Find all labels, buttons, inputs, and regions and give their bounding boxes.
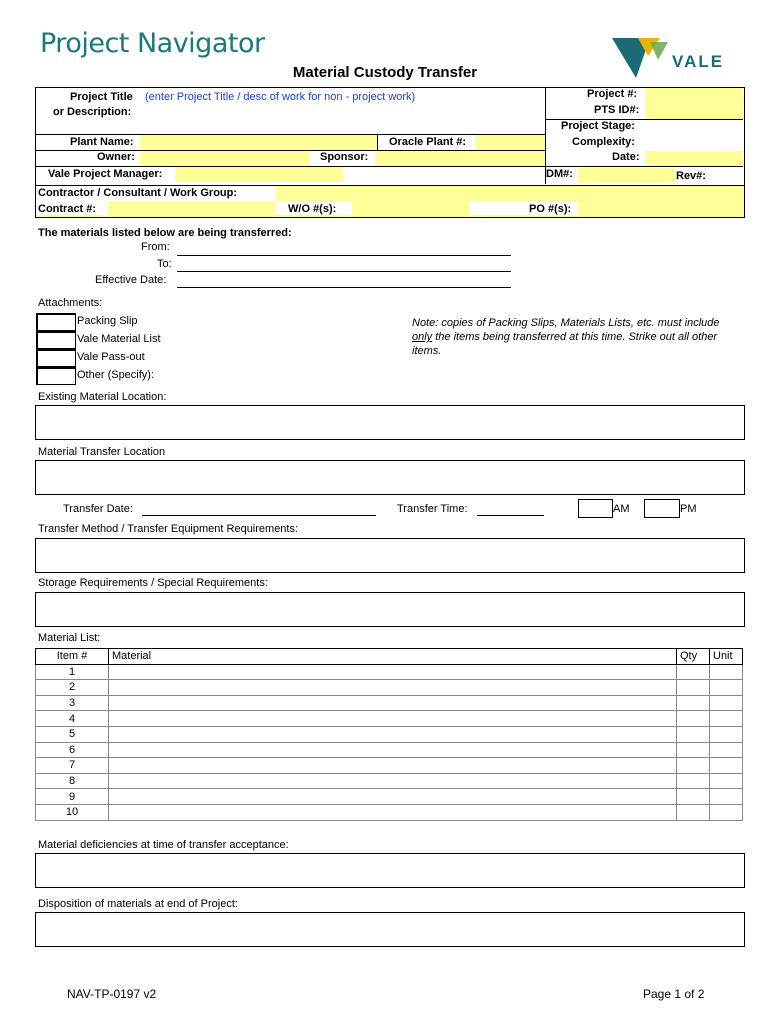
item-number: 6 bbox=[36, 742, 109, 758]
vale-material-list-label: Vale Material List bbox=[77, 333, 161, 345]
project-number-field[interactable] bbox=[645, 88, 743, 103]
am-checkbox[interactable] bbox=[578, 499, 613, 518]
item-header: Item # bbox=[36, 649, 109, 665]
attachments-note: Note: copies of Packing Slips, Materials Lists, etc. must include only the items being transferred at this time. Strike out all other items. bbox=[412, 317, 720, 357]
material-cell[interactable] bbox=[109, 758, 677, 774]
material-table bbox=[35, 648, 743, 821]
table-row bbox=[36, 711, 743, 727]
transfer-date-label: Transfer Date: bbox=[63, 503, 133, 515]
item-number: 9 bbox=[36, 789, 109, 805]
deficiencies-label: Material deficiencies at time of transfer acceptance: bbox=[38, 839, 289, 851]
existing-location-field[interactable] bbox=[35, 405, 745, 440]
unit-cell[interactable] bbox=[710, 742, 743, 758]
unit-cell[interactable] bbox=[710, 789, 743, 805]
transfer-intro: The materials listed below are being transferred: bbox=[38, 227, 292, 239]
item-number: 10 bbox=[36, 804, 109, 820]
vale-pass-out-label: Vale Pass-out bbox=[77, 351, 145, 363]
material-cell[interactable] bbox=[109, 711, 677, 727]
material-cell[interactable] bbox=[109, 804, 677, 820]
table-row bbox=[36, 695, 743, 711]
brand-title: Project Navigator bbox=[40, 28, 265, 59]
material-list-label: Material List: bbox=[38, 632, 101, 644]
table-row bbox=[36, 804, 743, 820]
qty-cell[interactable] bbox=[677, 680, 710, 696]
material-cell[interactable] bbox=[109, 695, 677, 711]
transfer-location-label: Material Transfer Location bbox=[38, 446, 166, 458]
project-title-label: Project Title bbox=[70, 91, 133, 103]
doc-id: NAV-TP-0197 v2 bbox=[67, 987, 157, 1001]
dm-label: DM#: bbox=[546, 168, 573, 180]
transfer-date-field[interactable] bbox=[142, 515, 376, 516]
item-number: 1 bbox=[36, 664, 109, 680]
unit-header: Unit bbox=[710, 649, 743, 665]
deficiencies-field[interactable] bbox=[35, 853, 745, 888]
pts-id-label: PTS ID#: bbox=[594, 104, 640, 116]
table-row bbox=[36, 680, 743, 696]
storage-field[interactable] bbox=[35, 592, 745, 627]
table-row bbox=[36, 789, 743, 805]
pm-checkbox[interactable] bbox=[644, 499, 680, 518]
date-field[interactable] bbox=[645, 151, 743, 166]
owner-field[interactable] bbox=[140, 151, 310, 166]
plant-name-field[interactable] bbox=[140, 135, 377, 150]
project-title-hint: (enter Project Title / desc of work for non - project work) bbox=[145, 91, 416, 103]
pts-id-field[interactable] bbox=[645, 104, 743, 119]
material-cell[interactable] bbox=[109, 789, 677, 805]
material-header: Material bbox=[109, 649, 677, 665]
qty-cell[interactable] bbox=[677, 789, 710, 805]
header-divider bbox=[377, 134, 378, 150]
dm-field[interactable] bbox=[578, 168, 675, 183]
to-label: To: bbox=[157, 258, 172, 270]
unit-cell[interactable] bbox=[710, 664, 743, 680]
unit-cell[interactable] bbox=[710, 773, 743, 789]
disposition-label: Disposition of materials at end of Project: bbox=[38, 898, 238, 910]
unit-cell[interactable] bbox=[710, 726, 743, 742]
rev-label: Rev#: bbox=[676, 170, 706, 182]
page-number: Page 1 of 2 bbox=[643, 987, 705, 1001]
item-number: 2 bbox=[36, 680, 109, 696]
vale-material-list-checkbox[interactable] bbox=[36, 331, 76, 349]
other-specify-label: Other (Specify): bbox=[77, 369, 155, 381]
sponsor-label: Sponsor: bbox=[320, 151, 369, 163]
table-row bbox=[36, 664, 743, 680]
table-row bbox=[36, 758, 743, 774]
from-label: From: bbox=[141, 241, 170, 253]
table-row bbox=[36, 773, 743, 789]
vale-logo-text: VALE bbox=[672, 52, 725, 71]
material-cell[interactable] bbox=[109, 773, 677, 789]
date-label: Date: bbox=[612, 151, 640, 163]
qty-cell[interactable] bbox=[677, 804, 710, 820]
contractor-label: Contractor / Consultant / Work Group: bbox=[38, 187, 238, 199]
other-specify-checkbox[interactable] bbox=[36, 367, 76, 385]
qty-cell[interactable] bbox=[677, 726, 710, 742]
unit-cell[interactable] bbox=[710, 711, 743, 727]
contract-label: Contract #: bbox=[38, 203, 97, 215]
qty-cell[interactable] bbox=[677, 695, 710, 711]
material-cell[interactable] bbox=[109, 726, 677, 742]
transfer-method-field[interactable] bbox=[35, 538, 745, 573]
project-stage-label: Project Stage: bbox=[561, 120, 635, 132]
attachments-label: Attachments: bbox=[38, 297, 103, 309]
item-number: 7 bbox=[36, 758, 109, 774]
oracle-plant-label: Oracle Plant #: bbox=[389, 136, 467, 148]
or-description-label: or Description: bbox=[53, 106, 132, 118]
pm-label: PM bbox=[680, 503, 697, 515]
unit-cell[interactable] bbox=[710, 758, 743, 774]
transfer-method-label: Transfer Method / Transfer Equipment Requirements: bbox=[38, 523, 299, 535]
disposition-field[interactable] bbox=[35, 912, 745, 947]
vale-pm-field[interactable] bbox=[175, 167, 343, 182]
plant-name-label: Plant Name: bbox=[70, 136, 134, 148]
header-rule bbox=[545, 166, 743, 167]
po-label: PO #(s): bbox=[529, 203, 572, 215]
qty-cell[interactable] bbox=[677, 664, 710, 680]
owner-label: Owner: bbox=[97, 151, 135, 163]
transfer-time-label: Transfer Time: bbox=[397, 503, 468, 515]
unit-cell[interactable] bbox=[710, 680, 743, 696]
item-number: 3 bbox=[36, 695, 109, 711]
unit-cell[interactable] bbox=[710, 804, 743, 820]
am-label: AM bbox=[613, 503, 630, 515]
vale-pass-out-checkbox[interactable] bbox=[36, 349, 76, 367]
material-cell[interactable] bbox=[109, 664, 677, 680]
item-number: 4 bbox=[36, 711, 109, 727]
unit-cell[interactable] bbox=[710, 695, 743, 711]
material-cell[interactable] bbox=[109, 680, 677, 696]
qty-header: Qty bbox=[677, 649, 710, 665]
material-cell[interactable] bbox=[109, 742, 677, 758]
table-row bbox=[36, 726, 743, 742]
transfer-location-field[interactable] bbox=[35, 460, 745, 495]
packing-slip-checkbox[interactable] bbox=[36, 313, 76, 331]
table-row bbox=[36, 742, 743, 758]
complexity-label: Complexity: bbox=[572, 136, 635, 148]
effective-date-label: Effective Date: bbox=[95, 274, 167, 286]
wo-label: W/O #(s): bbox=[288, 203, 337, 215]
qty-cell[interactable] bbox=[677, 742, 710, 758]
qty-cell[interactable] bbox=[677, 711, 710, 727]
item-number: 8 bbox=[36, 773, 109, 789]
transfer-time-field[interactable] bbox=[477, 515, 544, 516]
to-field[interactable] bbox=[177, 271, 511, 272]
vale-pm-label: Vale Project Manager: bbox=[48, 168, 163, 180]
sponsor-field[interactable] bbox=[375, 151, 545, 166]
item-number: 5 bbox=[36, 726, 109, 742]
oracle-plant-field[interactable] bbox=[475, 135, 545, 150]
page-title: Material Custody Transfer bbox=[292, 64, 478, 81]
qty-cell[interactable] bbox=[677, 758, 710, 774]
from-field[interactable] bbox=[177, 255, 511, 256]
qty-cell[interactable] bbox=[677, 773, 710, 789]
packing-slip-label: Packing Slip bbox=[77, 315, 138, 327]
storage-label: Storage Requirements / Special Requirements: bbox=[38, 577, 268, 589]
existing-location-label: Existing Material Location: bbox=[38, 391, 167, 403]
effective-date-field[interactable] bbox=[177, 287, 511, 288]
project-number-label: Project #: bbox=[587, 88, 638, 100]
